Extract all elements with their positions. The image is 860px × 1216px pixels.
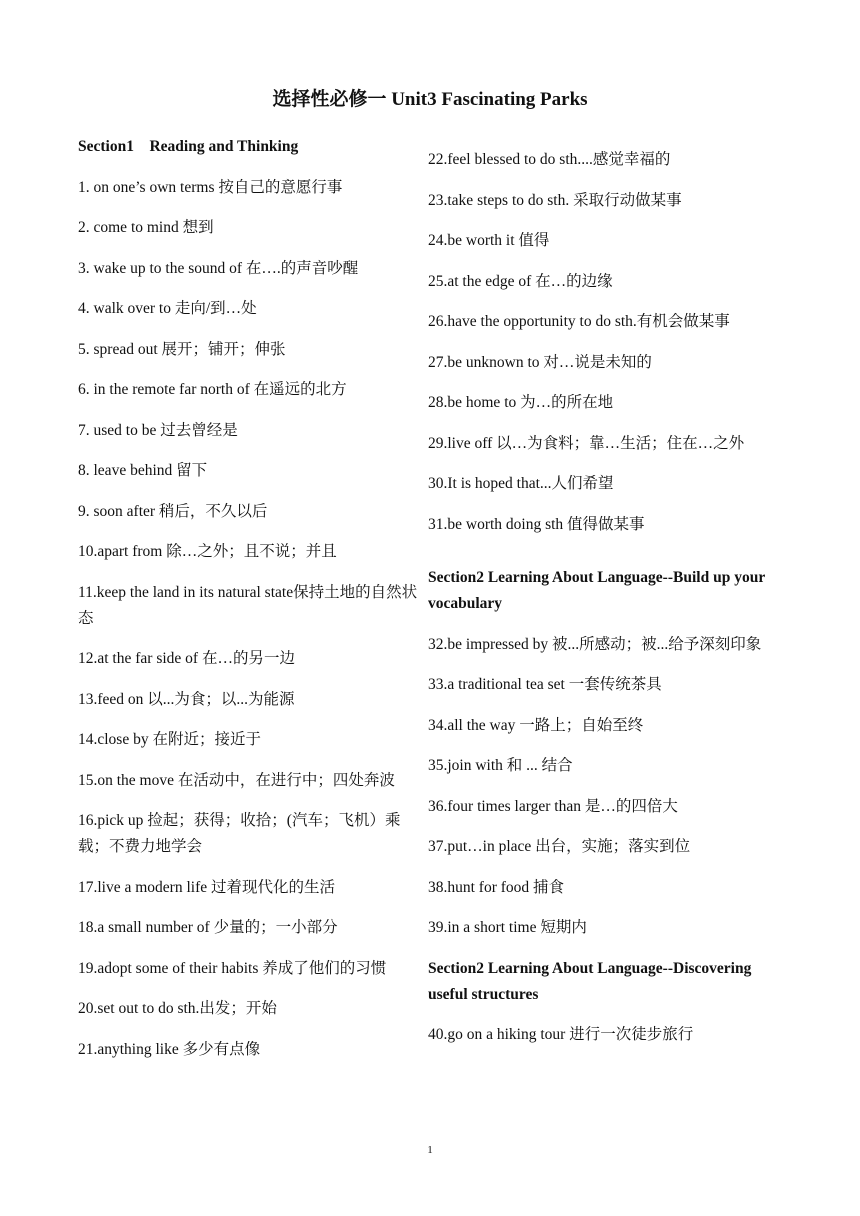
- phrase-item: 28.be home to 为…的所在地: [428, 394, 614, 411]
- phrase-item: 37.put…in place 出台，实施；落实到位: [428, 838, 691, 855]
- phrase-item: 11.keep the land in its natural state保持土地的自然状态: [78, 583, 418, 627]
- phrase-item: 33.a traditional tea set 一套传统茶具: [428, 676, 662, 693]
- phrase-item: 16.pick up 捡起；获得；收拾；(汽车；飞机）乘载；不费力地学会: [78, 812, 401, 855]
- phrase-item: 39.in a short time 短期内: [428, 919, 587, 936]
- phrase-item: 10.apart from 除…之外；且不说；并且: [78, 543, 337, 560]
- phrase-item: 29.live off 以…为食料；靠…生活；住在…之外: [428, 434, 745, 452]
- phrase-item: 22.feel blessed to do sth....感觉幸福的: [428, 151, 671, 168]
- phrase-item: 23.take steps to do sth. 采取行动做某事: [428, 191, 682, 209]
- section-heading: Section2 Learning About Language--Discovering useful structures: [428, 959, 752, 1003]
- phrase-item: 5. spread out 展开；铺开；伸张: [78, 340, 286, 358]
- phrase-item: 15.on the move 在活动中，在进行中；四处奔波: [78, 771, 395, 789]
- phrase-item: 20.set out to do sth.出发；开始: [78, 1000, 277, 1017]
- phrase-item: 9. soon after 稍后，不久以后: [78, 502, 268, 520]
- phrase-item: 27.be unknown to 对…说是未知的: [428, 353, 652, 371]
- phrase-item: 24.be worth it 值得: [428, 232, 550, 249]
- section-heading: Section1 Reading and Thinking: [78, 138, 299, 155]
- phrase-item: 36.four times larger than 是…的四倍大: [428, 797, 678, 815]
- phrase-item: 38.hunt for food 捕食: [428, 878, 565, 896]
- phrase-item: 14.close by 在附近；接近于: [78, 731, 261, 748]
- phrase-item: 18.a small number of 少量的；一小部分: [78, 919, 338, 936]
- phrase-item: 26.have the opportunity to do sth.有机会做某事: [428, 313, 730, 330]
- phrase-item: 6. in the remote far north of 在遥远的北方: [78, 381, 347, 398]
- phrase-item: 25.at the edge of 在…的边缘: [428, 272, 613, 290]
- spacer: [428, 134, 788, 147]
- phrase-item: 30.It is hoped that...人们希望: [428, 475, 614, 492]
- phrase-item: 34.all the way 一路上；自始至终: [428, 716, 644, 734]
- phrase-item: 12.at the far side of 在…的另一边: [78, 650, 295, 667]
- page-number: 1: [427, 1144, 433, 1156]
- phrase-item: 32.be impressed by 被...所感动；被...给予深刻印象: [428, 635, 762, 653]
- phrase-item: 21.anything like 多少有点像: [78, 1040, 261, 1058]
- phrase-item: 2. come to mind 想到: [78, 219, 214, 236]
- phrase-item: 1. on one’s own terms 按自己的意愿行事: [78, 178, 343, 196]
- phrase-item: 3. wake up to the sound of 在….的声音吵醒: [78, 259, 359, 277]
- phrase-item: 13.feed on 以...为食；以...为能源: [78, 690, 295, 708]
- spacer: [428, 552, 788, 565]
- phrase-item: 35.join with 和 ... 结合: [428, 757, 573, 774]
- phrase-item: 4. walk over to 走向/到…处: [78, 300, 257, 317]
- left-column: [78, 134, 418, 1077]
- section-heading: Section2 Learning About Language--Build up your vocabulary: [428, 569, 765, 612]
- phrase-item: 8. leave behind 留下: [78, 462, 208, 479]
- phrase-item: 19.adopt some of their habits 养成了他们的习惯: [78, 959, 387, 977]
- page-title: 选择性必修一 Unit3 Fascinating Parks: [272, 89, 588, 110]
- phrase-item: 40.go on a hiking tour 进行一次徒步旅行: [428, 1026, 694, 1043]
- right-column: [428, 134, 788, 1063]
- phrase-item: 31.be worth doing sth 值得做某事: [428, 515, 645, 533]
- phrase-item: 7. used to be 过去曾经是: [78, 421, 238, 439]
- phrase-item: 17.live a modern life 过着现代化的生活: [78, 878, 335, 896]
